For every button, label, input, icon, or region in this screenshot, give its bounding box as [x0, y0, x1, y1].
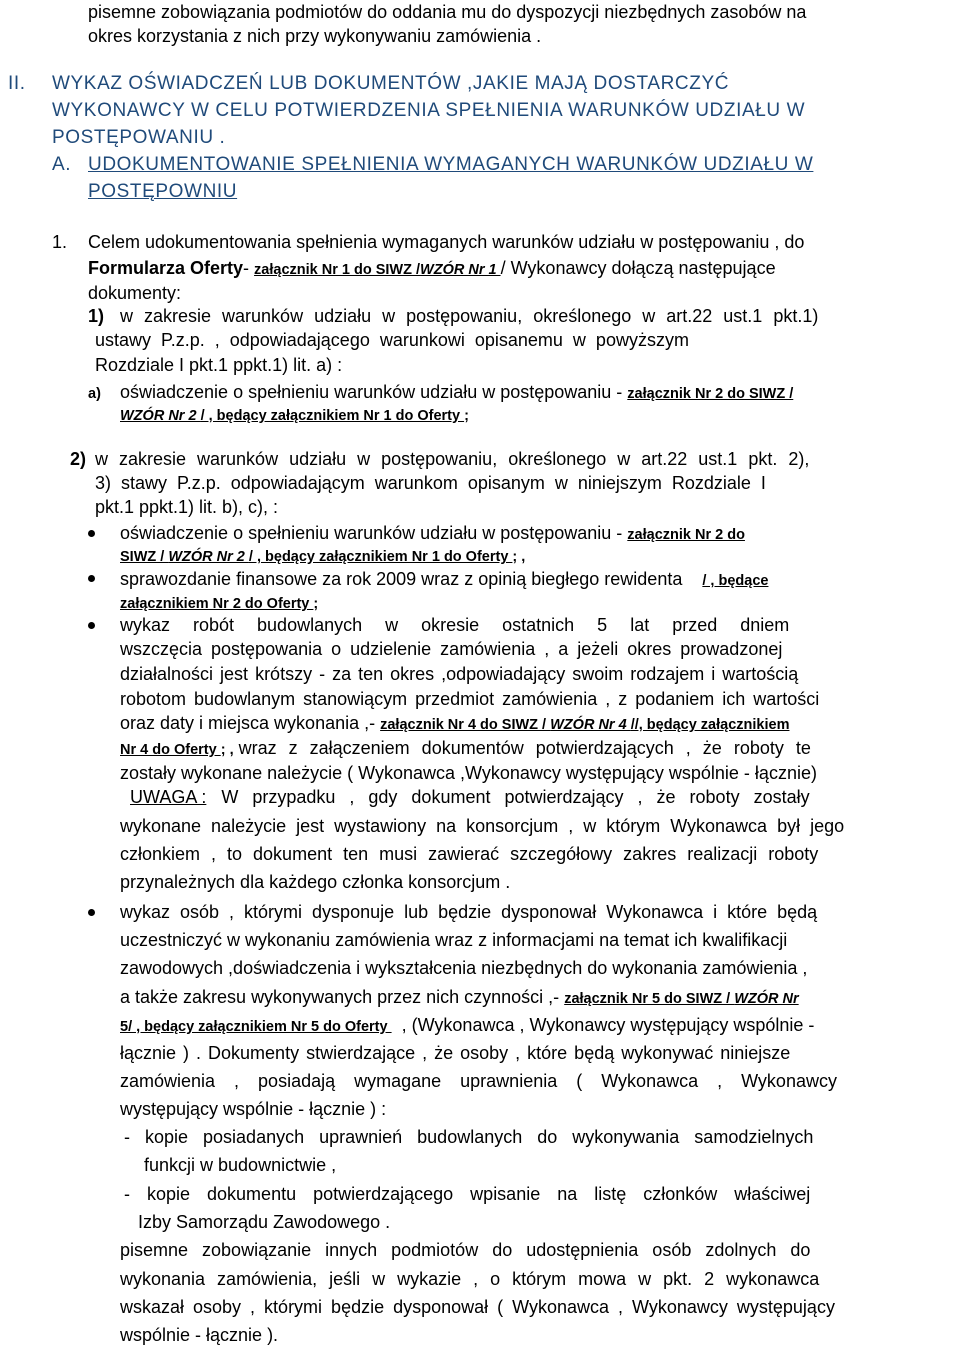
paragraph-1-line-1: Celem udokumentowania spełnienia wymaganych warunków udziału w postępowaniu , do — [88, 232, 805, 252]
bullet-icon — [88, 622, 95, 629]
bullet-3-line-7: zostały wykonane należycie ( Wykonawca ,Wykonawcy występujący wspólnie - łącznie) — [120, 763, 817, 783]
bullet-2-line-2: załącznikiem Nr 2 do Oferty ; — [120, 596, 319, 612]
item-2-line-3: pkt.1 ppkt.1) lit. b), c), : — [95, 497, 279, 517]
item-1-number: 1) — [88, 306, 105, 326]
bullet-icon — [88, 575, 95, 582]
bullet-4-line-5: 5/ , będący załącznikiem Nr 5 do Oferty , (Wykonawca , Wykonawcy występujący wspólnie - — [120, 1015, 815, 1035]
item-2-line-1: w zakresie warunków udziału w postępowaniu, określonego w art.22 ust.1 pkt. 2), — [95, 449, 810, 469]
dash-2-line-1: - kopie dokumentu potwierdzającego wpisanie na listę członków właściwej — [124, 1184, 811, 1204]
subsection-a-title-line-2: POSTĘPOWNIU — [88, 181, 238, 202]
section-title-line-3: POSTĘPOWANIU . — [52, 127, 226, 148]
item-1a-line-2: WZÓR Nr 2 / , będący załącznikiem Nr 1 do Oferty ; — [120, 408, 469, 424]
dash-2-line-2: Izby Samorządu Zawodowego . — [138, 1212, 391, 1232]
bullet-3-line-5: oraz daty i miejsca wykonania ,- załącznik Nr 4 do SIWZ / WZÓR Nr 4 //, będący załącznikiem — [120, 713, 790, 733]
bullet-1-line-2: SIWZ / WZÓR Nr 2 / , będący załącznikiem Nr 1 do Oferty ; , — [120, 549, 526, 565]
bullet-icon — [88, 530, 95, 537]
item-1a-letter: a) — [88, 386, 101, 402]
bullet-3-line-1: wykaz robót budowlanych w okresie ostatnich 5 lat przed dniem — [120, 615, 790, 635]
dash-1-line-2: funkcji w budownictwie , — [144, 1155, 337, 1175]
paragraph-1-line-3: dokumenty: — [88, 283, 182, 303]
bullet-4-line-2: uczestniczyć w wykonaniu zamówienia wraz z informacjami na temat ich kwalifikacji — [120, 930, 788, 950]
bullet-4-line-7: zamówienia , posiadają wymagane uprawnienia ( Wykonawca , Wykonawcy — [120, 1071, 837, 1091]
bullet-3-line-11: przynależnych dla każdego członka konsorcjum . — [120, 872, 511, 892]
bullet-4-line-8: występujący wspólnie - łącznie ) : — [120, 1099, 387, 1119]
commitment-line-1: pisemne zobowiązanie innych podmiotów do udostępnienia osób zdolnych do — [120, 1240, 811, 1260]
bullet-2-line-1: sprawozdanie finansowe za rok 2009 wraz z opinią biegłego rewidenta / , będące — [120, 569, 769, 589]
bullet-icon — [88, 909, 95, 916]
bullet-4-line-6: łącznie ) . Dokumenty stwierdzające , że osoby , które będą wykonywać niniejsze — [120, 1043, 791, 1063]
bullet-1-line-1: oświadczenie o spełnieniu warunków udziału w postępowaniu - załącznik Nr 2 do — [120, 523, 745, 543]
item-1a-line-1: oświadczenie o spełnieniu warunków udziału w postępowaniu - załącznik Nr 2 do SIWZ / — [120, 382, 794, 402]
item-2-line-2: 3) stawy P.z.p. odpowiadającym warunkom opisanym w niniejszym Rozdziale I — [95, 473, 766, 493]
intro-line-1: pisemne zobowiązania podmiotów do oddania mu do dyspozycji niezbędnych zasobów na — [88, 2, 807, 22]
bullet-3-line-6: Nr 4 do Oferty ; , wraz z załączeniem dokumentów potwierdzających , że roboty te — [120, 738, 811, 758]
bullet-3-line-2: wszczęcia postępowania o udzielenie zamówienia , a jeżeli okres prowadzonej — [120, 639, 783, 659]
commitment-line-4: wspólnie - łącznie ). — [120, 1325, 279, 1345]
subsection-a-number: A. — [52, 154, 72, 175]
dash-1-line-1: - kopie posiadanych uprawnień budowlanych do wykonywania samodzielnych — [124, 1127, 814, 1147]
item-1-line-2: ustawy P.z.p. , odpowiadającego warunkowi opisanemu w powyższym — [95, 330, 689, 350]
commitment-line-2: wykonania zamówienia, jeśli w wykazie , o którym mowa w pkt. 2 wykonawca — [120, 1269, 820, 1289]
bullet-3-line-10: członkiem , to dokument ten musi zawierać szczegółowy zakres realizacji roboty — [120, 844, 819, 864]
section-title-line-2: WYKONAWCY W CELU POTWIERDZENIA SPEŁNIENIA WARUNKÓW UDZIAŁU W — [52, 100, 806, 121]
bullet-4-line-4: a także zakresu wykonywanych przez nich czynności ,- załącznik Nr 5 do SIWZ / WZÓR Nr — [120, 987, 799, 1007]
commitment-line-3: wskazał osoby , którymi będzie dysponował ( Wykonawca , Wykonawcy występujący — [120, 1297, 835, 1317]
bullet-3-line-3: działalności jest krótszy - za ten okres ,odpowiadający swoim rodzajem i wartością — [120, 664, 799, 684]
item-1-line-1: w zakresie warunków udziału w postępowaniu, określonego w art.22 ust.1 pkt.1) — [120, 306, 819, 326]
uwaga-line: UWAGA : W przypadku , gdy dokument potwierdzający , że roboty zostały — [130, 787, 810, 807]
bullet-4-line-1: wykaz osób , którymi dysponuje lub będzie dysponował Wykonawca i które będą — [120, 902, 818, 922]
item-2-number: 2) — [70, 449, 87, 469]
paragraph-number: 1. — [52, 232, 68, 252]
bullet-3-line-9: wykonane należycie jest wystawiony na konsorcjum , w którym Wykonawca był jego — [120, 816, 845, 836]
item-1-line-3: Rozdziale I pkt.1 ppkt.1) lit. a) : — [95, 355, 343, 375]
subsection-a-title-line-1: UDOKUMENTOWANIE SPEŁNIENIA WYMAGANYCH WARUNKÓW UDZIAŁU W — [88, 154, 814, 175]
paragraph-1-line-2: Formularza Oferty- załącznik Nr 1 do SIWZ /WZÓR Nr 1 / Wykonawcy dołączą następujące — [88, 258, 776, 278]
section-number: II. — [8, 73, 26, 94]
intro-line-2: okres korzystania z nich przy wykonywaniu zamówienia . — [88, 26, 542, 46]
bullet-3-line-4: robotom budowlanym stanowiącym przedmiot zamówienia , z podaniem ich wartości — [120, 689, 820, 709]
section-title-line-1: WYKAZ OŚWIADCZEŃ LUB DOKUMENTÓW ,JAKIE MAJĄ DOSTARCZYĆ — [52, 73, 730, 94]
bullet-4-line-3: zawodowych ,doświadczenia i wykształcenia niezbędnych do wykonania zamówienia , — [120, 958, 808, 978]
